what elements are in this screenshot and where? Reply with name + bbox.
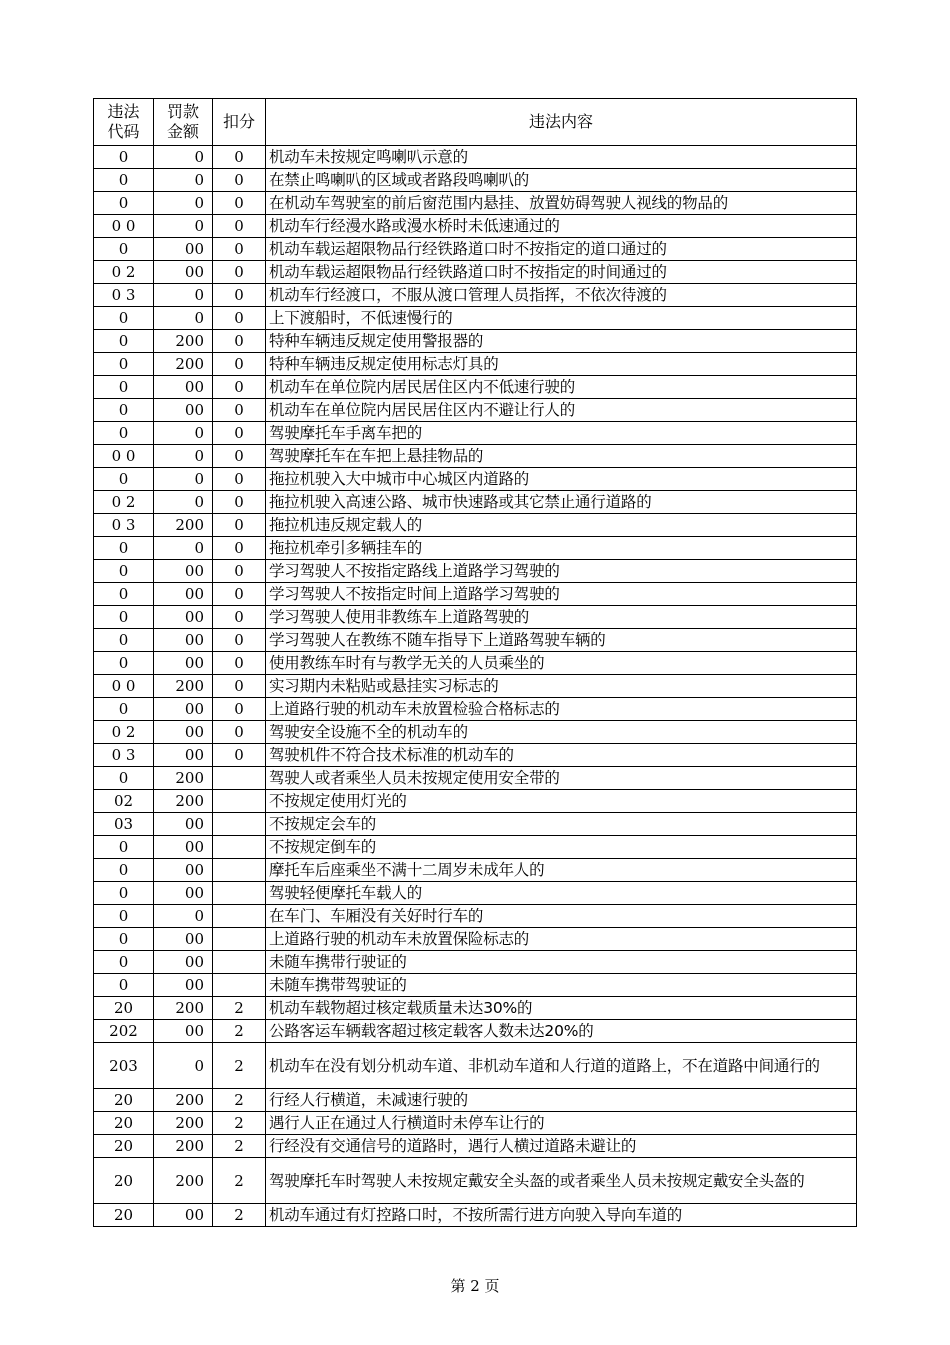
- fine-amount-cell: 00: [154, 744, 213, 767]
- table-row: [94, 1112, 857, 1135]
- points-cell: 0: [213, 629, 266, 652]
- fine-amount-cell: 00: [154, 376, 213, 399]
- table-row: [94, 1135, 857, 1158]
- fine-amount-cell: 0: [154, 468, 213, 491]
- violation-content-cell: 上下渡船时，不低速慢行的: [266, 307, 857, 330]
- table-row: [94, 261, 857, 284]
- points-cell: 0: [213, 606, 266, 629]
- violation-code-cell: 0: [94, 974, 154, 997]
- table-row: [94, 583, 857, 606]
- table-row: [94, 399, 857, 422]
- violation-content-cell: 公路客运车辆载客超过核定载客人数未达20%的: [266, 1020, 857, 1043]
- points-cell: [213, 836, 266, 859]
- points-cell: 0: [213, 261, 266, 284]
- fine-amount-cell: 200: [154, 514, 213, 537]
- table-row: [94, 790, 857, 813]
- fine-amount-cell: 0: [154, 537, 213, 560]
- violation-code-cell: 0: [94, 537, 154, 560]
- fine-amount-cell: 200: [154, 767, 213, 790]
- table-row: [94, 1043, 857, 1089]
- points-cell: 0: [213, 491, 266, 514]
- points-cell: 2: [213, 1089, 266, 1112]
- violation-code-cell: 0 0: [94, 675, 154, 698]
- violation-code-cell: 0: [94, 606, 154, 629]
- table-row: [94, 652, 857, 675]
- points-cell: 0: [213, 560, 266, 583]
- table-row: [94, 836, 857, 859]
- violation-content-cell: 驾驶人或者乘坐人员未按规定使用安全带的: [266, 767, 857, 790]
- points-cell: 2: [213, 1043, 266, 1089]
- violation-code-cell: 0 2: [94, 721, 154, 744]
- violation-content-cell: 不按规定使用灯光的: [266, 790, 857, 813]
- header-code: [94, 99, 154, 146]
- fine-amount-cell: 0: [154, 1043, 213, 1089]
- table-row: [94, 192, 857, 215]
- table-row: [94, 813, 857, 836]
- violation-code-cell: 0: [94, 583, 154, 606]
- points-cell: 0: [213, 146, 266, 169]
- violation-content-cell: 机动车通过有灯控路口时，不按所需行进方向驶入导向车道的: [266, 1204, 857, 1227]
- violation-content-cell: 拖拉机驶入大中城市中心城区内道路的: [266, 468, 857, 491]
- fine-amount-cell: 00: [154, 1020, 213, 1043]
- points-cell: 0: [213, 399, 266, 422]
- points-cell: [213, 859, 266, 882]
- violation-code-cell: 0: [94, 767, 154, 790]
- fine-amount-cell: 0: [154, 146, 213, 169]
- table-row: [94, 146, 857, 169]
- points-cell: 2: [213, 1020, 266, 1043]
- points-cell: [213, 951, 266, 974]
- table-row: [94, 376, 857, 399]
- violation-code-cell: 02: [94, 790, 154, 813]
- points-cell: 0: [213, 169, 266, 192]
- table-row: [94, 330, 857, 353]
- violation-code-cell: 0 2: [94, 261, 154, 284]
- table-row: [94, 422, 857, 445]
- violation-content-cell: 驾驶摩托车手离车把的: [266, 422, 857, 445]
- violation-code-cell: 203: [94, 1043, 154, 1089]
- header-code-line2: 代码: [107, 122, 140, 141]
- violation-content-cell: 行经没有交通信号的道路时，遇行人横过道路未避让的: [266, 1135, 857, 1158]
- violation-content-cell: 学习驾驶人使用非教练车上道路驾驶的: [266, 606, 857, 629]
- points-cell: 2: [213, 1204, 266, 1227]
- violation-table: [93, 98, 857, 1227]
- violation-content-cell: 在机动车驾驶室的前后窗范围内悬挂、放置妨碍驾驶人视线的物品的: [266, 192, 857, 215]
- points-cell: 0: [213, 652, 266, 675]
- fine-amount-cell: 00: [154, 1204, 213, 1227]
- violation-content-cell: 上道路行驶的机动车未放置检验合格标志的: [266, 698, 857, 721]
- header-fine-line2: 金额: [166, 122, 199, 141]
- violation-content-cell: 机动车在单位院内居民居住区内不低速行驶的: [266, 376, 857, 399]
- fine-amount-cell: 00: [154, 951, 213, 974]
- violation-code-cell: 03: [94, 813, 154, 836]
- fine-amount-cell: 0: [154, 445, 213, 468]
- fine-amount-cell: 0: [154, 192, 213, 215]
- violation-code-cell: 0: [94, 629, 154, 652]
- header-content: 违法内容: [266, 99, 857, 146]
- violation-content-cell: 遇行人正在通过人行横道时未停车让行的: [266, 1112, 857, 1135]
- violation-code-cell: 0 0: [94, 445, 154, 468]
- points-cell: 0: [213, 422, 266, 445]
- points-cell: 0: [213, 514, 266, 537]
- table-row: [94, 767, 857, 790]
- violation-code-cell: 0: [94, 376, 154, 399]
- fine-amount-cell: 00: [154, 974, 213, 997]
- violation-code-cell: 0: [94, 169, 154, 192]
- violation-code-cell: 0: [94, 698, 154, 721]
- violation-code-cell: 0: [94, 330, 154, 353]
- violation-code-cell: 20: [94, 1135, 154, 1158]
- violation-content-cell: 机动车载运超限物品行经铁路道口时不按指定的时间通过的: [266, 261, 857, 284]
- table-row: [94, 629, 857, 652]
- violation-code-cell: 0: [94, 146, 154, 169]
- violation-content-cell: 行经人行横道，未减速行驶的: [266, 1089, 857, 1112]
- fine-amount-cell: 00: [154, 698, 213, 721]
- violation-content-cell: 在禁止鸣喇叭的区域或者路段鸣喇叭的: [266, 169, 857, 192]
- fine-amount-cell: 0: [154, 169, 213, 192]
- table-row: [94, 974, 857, 997]
- points-cell: 0: [213, 284, 266, 307]
- fine-amount-cell: 0: [154, 284, 213, 307]
- violation-content-cell: 特种车辆违反规定使用标志灯具的: [266, 353, 857, 376]
- violation-content-cell: 机动车未按规定鸣喇叭示意的: [266, 146, 857, 169]
- fine-amount-cell: 00: [154, 238, 213, 261]
- fine-amount-cell: 200: [154, 353, 213, 376]
- violation-code-cell: 0: [94, 859, 154, 882]
- points-cell: 0: [213, 307, 266, 330]
- violation-content-cell: 机动车行经漫水路或漫水桥时未低速通过的: [266, 215, 857, 238]
- fine-amount-cell: 00: [154, 721, 213, 744]
- points-cell: 0: [213, 445, 266, 468]
- violation-content-cell: 使用教练车时有与教学无关的人员乘坐的: [266, 652, 857, 675]
- violation-content-cell: 机动车行经渡口，不服从渡口管理人员指挥，不依次待渡的: [266, 284, 857, 307]
- points-cell: [213, 790, 266, 813]
- header-fine: [154, 99, 213, 146]
- violation-content-cell: 驾驶摩托车在车把上悬挂物品的: [266, 445, 857, 468]
- fine-amount-cell: 200: [154, 330, 213, 353]
- table-row: [94, 951, 857, 974]
- points-cell: 0: [213, 721, 266, 744]
- table-row: [94, 1089, 857, 1112]
- violation-code-cell: 0: [94, 399, 154, 422]
- violation-code-cell: 0 3: [94, 284, 154, 307]
- fine-amount-cell: 200: [154, 1158, 213, 1204]
- violation-code-cell: 20: [94, 1158, 154, 1204]
- violation-code-cell: 0: [94, 836, 154, 859]
- points-cell: 0: [213, 192, 266, 215]
- violation-code-cell: 20: [94, 1089, 154, 1112]
- violation-content-cell: 驾驶摩托车时驾驶人未按规定戴安全头盔的或者乘坐人员未按规定戴安全头盔的: [266, 1158, 857, 1204]
- table-row: [94, 721, 857, 744]
- fine-amount-cell: 0: [154, 422, 213, 445]
- table-row: [94, 353, 857, 376]
- table-row: [94, 445, 857, 468]
- violation-code-cell: 0: [94, 928, 154, 951]
- violation-content-cell: 学习驾驶人不按指定路线上道路学习驾驶的: [266, 560, 857, 583]
- violation-code-cell: 0 0: [94, 215, 154, 238]
- violation-content-cell: 驾驶安全设施不全的机动车的: [266, 721, 857, 744]
- points-cell: 0: [213, 376, 266, 399]
- violation-code-cell: 20: [94, 1112, 154, 1135]
- fine-amount-cell: 00: [154, 399, 213, 422]
- points-cell: [213, 974, 266, 997]
- points-cell: [213, 905, 266, 928]
- table-row: [94, 744, 857, 767]
- violation-content-cell: 机动车载物超过核定载质量未达30%的: [266, 997, 857, 1020]
- violation-content-cell: 驾驶机件不符合技术标准的机动车的: [266, 744, 857, 767]
- fine-amount-cell: 200: [154, 1135, 213, 1158]
- violation-code-cell: 0: [94, 882, 154, 905]
- fine-amount-cell: 00: [154, 261, 213, 284]
- violation-content-cell: 驾驶轻便摩托车载人的: [266, 882, 857, 905]
- table-row: [94, 698, 857, 721]
- violation-content-cell: 拖拉机牵引多辆挂车的: [266, 537, 857, 560]
- table-row: [94, 284, 857, 307]
- table-row: [94, 215, 857, 238]
- violation-code-cell: 0: [94, 192, 154, 215]
- violation-content-cell: 在车门、车厢没有关好时行车的: [266, 905, 857, 928]
- violation-code-cell: 0: [94, 905, 154, 928]
- table-row: [94, 606, 857, 629]
- table-row: [94, 238, 857, 261]
- table-row: [94, 882, 857, 905]
- table-body: [94, 146, 857, 1227]
- violation-content-cell: 实习期内未粘贴或悬挂实习标志的: [266, 675, 857, 698]
- table-row: [94, 1204, 857, 1227]
- violation-code-cell: 0: [94, 353, 154, 376]
- fine-amount-cell: 00: [154, 813, 213, 836]
- violation-content-cell: 学习驾驶人在教练不随车指导下上道路驾驶车辆的: [266, 629, 857, 652]
- fine-amount-cell: 00: [154, 859, 213, 882]
- table-row: [94, 859, 857, 882]
- points-cell: 2: [213, 1135, 266, 1158]
- fine-amount-cell: 0: [154, 307, 213, 330]
- violation-content-cell: 特种车辆违反规定使用警报器的: [266, 330, 857, 353]
- table-row: [94, 468, 857, 491]
- fine-amount-cell: 200: [154, 1112, 213, 1135]
- table-row: [94, 1158, 857, 1204]
- fine-amount-cell: 00: [154, 560, 213, 583]
- table-row: [94, 1020, 857, 1043]
- table-row: [94, 514, 857, 537]
- violation-code-cell: 0: [94, 652, 154, 675]
- fine-amount-cell: 200: [154, 675, 213, 698]
- table-row: [94, 997, 857, 1020]
- header-code-line1: 违法: [107, 102, 140, 121]
- violation-content-cell: 拖拉机违反规定载人的: [266, 514, 857, 537]
- violation-content-cell: 未随车携带行驶证的: [266, 951, 857, 974]
- violation-code-cell: 202: [94, 1020, 154, 1043]
- table-row: [94, 169, 857, 192]
- violation-code-cell: 0: [94, 560, 154, 583]
- page-number: 第 2 页: [450, 1277, 500, 1295]
- violation-code-cell: 0 3: [94, 744, 154, 767]
- violation-content-cell: 拖拉机驶入高速公路、城市快速路或其它禁止通行道路的: [266, 491, 857, 514]
- table-row: [94, 905, 857, 928]
- fine-amount-cell: 00: [154, 629, 213, 652]
- fine-amount-cell: 200: [154, 1089, 213, 1112]
- violation-code-cell: 20: [94, 997, 154, 1020]
- fine-amount-cell: 0: [154, 215, 213, 238]
- violation-content-cell: 学习驾驶人不按指定时间上道路学习驾驶的: [266, 583, 857, 606]
- points-cell: [213, 882, 266, 905]
- violation-content-cell: 机动车在没有划分机动车道、非机动车道和人行道的道路上，不在道路中间通行的: [266, 1043, 857, 1089]
- points-cell: [213, 767, 266, 790]
- table-row: [94, 675, 857, 698]
- points-cell: 0: [213, 744, 266, 767]
- violation-code-cell: 0: [94, 422, 154, 445]
- fine-amount-cell: 200: [154, 997, 213, 1020]
- fine-amount-cell: 200: [154, 790, 213, 813]
- points-cell: 2: [213, 997, 266, 1020]
- points-cell: 0: [213, 698, 266, 721]
- table-row: [94, 537, 857, 560]
- points-cell: 0: [213, 675, 266, 698]
- points-cell: 0: [213, 330, 266, 353]
- violation-code-cell: 0: [94, 951, 154, 974]
- violation-code-cell: 0 3: [94, 514, 154, 537]
- fine-amount-cell: 00: [154, 652, 213, 675]
- violation-content-cell: 机动车在单位院内居民居住区内不避让行人的: [266, 399, 857, 422]
- fine-amount-cell: 0: [154, 491, 213, 514]
- violation-content-cell: 未随车携带驾驶证的: [266, 974, 857, 997]
- table-row: [94, 491, 857, 514]
- table-row: [94, 307, 857, 330]
- violation-code-cell: 0: [94, 468, 154, 491]
- violation-content-cell: 机动车载运超限物品行经铁路道口时不按指定的道口通过的: [266, 238, 857, 261]
- violation-code-cell: 0: [94, 238, 154, 261]
- fine-amount-cell: 0: [154, 905, 213, 928]
- violation-content-cell: 不按规定会车的: [266, 813, 857, 836]
- table-header-row: [94, 99, 857, 146]
- points-cell: 0: [213, 537, 266, 560]
- violation-content-cell: 摩托车后座乘坐不满十二周岁未成年人的: [266, 859, 857, 882]
- points-cell: [213, 928, 266, 951]
- fine-amount-cell: 00: [154, 606, 213, 629]
- points-cell: 0: [213, 238, 266, 261]
- points-cell: 2: [213, 1112, 266, 1135]
- points-cell: 0: [213, 583, 266, 606]
- table-row: [94, 560, 857, 583]
- violation-code-cell: 0: [94, 307, 154, 330]
- points-cell: 0: [213, 215, 266, 238]
- violation-content-cell: 上道路行驶的机动车未放置保险标志的: [266, 928, 857, 951]
- points-cell: 2: [213, 1158, 266, 1204]
- violation-code-cell: 0 2: [94, 491, 154, 514]
- fine-amount-cell: 00: [154, 882, 213, 905]
- violation-content-cell: 不按规定倒车的: [266, 836, 857, 859]
- header-points: 扣分: [213, 99, 266, 146]
- violation-code-cell: 20: [94, 1204, 154, 1227]
- points-cell: 0: [213, 468, 266, 491]
- fine-amount-cell: 00: [154, 928, 213, 951]
- points-cell: [213, 813, 266, 836]
- points-cell: 0: [213, 353, 266, 376]
- fine-amount-cell: 00: [154, 583, 213, 606]
- header-fine-line1: 罚款: [166, 102, 199, 121]
- fine-amount-cell: 00: [154, 836, 213, 859]
- table-row: [94, 928, 857, 951]
